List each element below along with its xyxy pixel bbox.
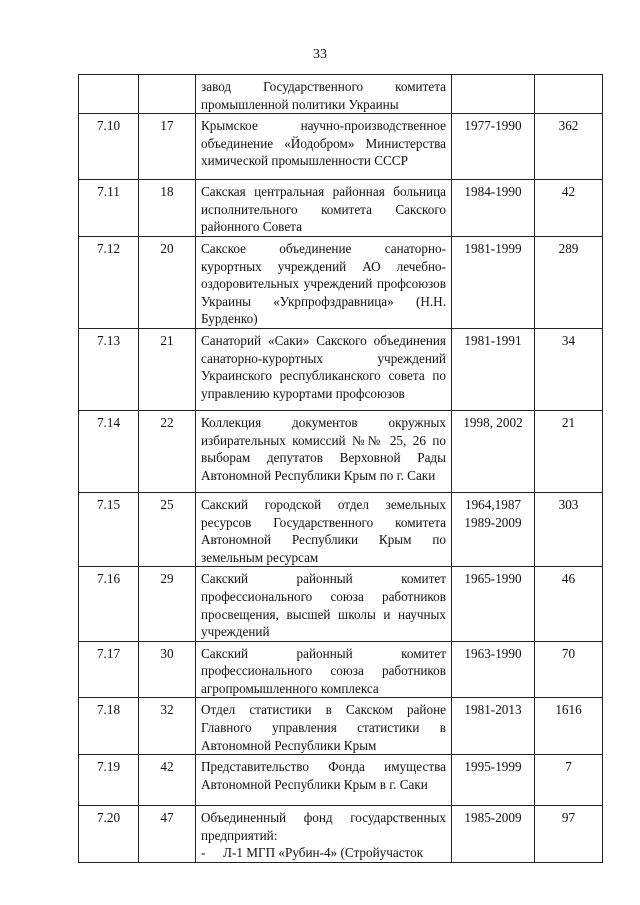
file-count: 1616: [535, 698, 603, 755]
fond-name: Сакский районный комитет профессионального союза работников агропромышленного комплекса: [196, 641, 452, 698]
fond-registry-table: [78, 74, 603, 863]
date-range: [452, 567, 535, 641]
year-line: 1985-2009: [464, 810, 522, 826]
fond-number: 17: [139, 114, 196, 180]
row-number: 7.18: [79, 698, 139, 755]
table-row: [79, 180, 603, 237]
fond-name: Коллекция документов окружных избирательных комиссий №№ 25, 26 по выборам депутатов Верховной Рады Автономной Республики Крым по г. Саки: [196, 410, 452, 492]
fond-name-cell: [196, 806, 452, 863]
year-line: 1995-1999: [464, 759, 522, 775]
file-count: 42: [535, 180, 603, 237]
year-line: 1998, 2002: [463, 414, 523, 430]
table-row: [79, 698, 603, 755]
row-number: 7.10: [79, 114, 139, 180]
fond-name: Сакский городской отдел земельных ресурсов Государственного комитета Автономной Республики Крым по земельным ресурсам: [196, 492, 452, 566]
file-count: 46: [535, 567, 603, 641]
table-row: [79, 114, 603, 180]
fond-number: 30: [139, 641, 196, 698]
date-range: [452, 806, 535, 863]
year-line: 1977-1990: [464, 118, 522, 134]
year-line: 1981-1999: [464, 240, 522, 256]
row-number: 7.13: [79, 328, 139, 410]
date-range: [452, 236, 535, 328]
date-range: [452, 698, 535, 755]
file-count: 70: [535, 641, 603, 698]
year-line: 1989-2009: [464, 514, 522, 530]
fond-name: Сакская центральная районная больница исполнительного комитета Сакского районного Совета: [196, 180, 452, 237]
year-line: 1984-1990: [464, 184, 522, 200]
fond-number: 21: [139, 328, 196, 410]
table-row: [79, 236, 603, 328]
table-row: [79, 328, 603, 410]
fond-name: Сакский районный комитет профессионального союза работников просвещения, высшей школы и научных учреждений: [196, 567, 452, 641]
fond-number: [139, 75, 196, 114]
row-number: 7.17: [79, 641, 139, 698]
file-count: 7: [535, 755, 603, 806]
year-line: 1981-2013: [464, 702, 522, 718]
row-number: 7.12: [79, 236, 139, 328]
fond-name: Сакское объединение санаторно-курортных учреждений АО лечебно-оздоровительных учреждений профсоюзов Украины «Укрпрофздравница» (Н.Н. Бурденко): [196, 236, 452, 328]
date-range: [452, 114, 535, 180]
row-number: 7.11: [79, 180, 139, 237]
list-bullet: -: [201, 845, 206, 861]
table-row: [79, 410, 603, 492]
file-count: 97: [535, 806, 603, 863]
year-line: 1981-1991: [464, 332, 522, 348]
file-count: [535, 75, 603, 114]
fond-name: Санаторий «Саки» Сакского объединения санаторно-курортных учреждений Украинского республиканского совета по управлению курортами профсоюзов: [196, 328, 452, 410]
table-row: [79, 641, 603, 698]
table-row: [79, 567, 603, 641]
fond-number: 25: [139, 492, 196, 566]
fond-name: Представительство Фонда имущества Автономной Республики Крым в г. Саки: [196, 755, 452, 806]
row-number: 7.19: [79, 755, 139, 806]
page-number: 33: [313, 47, 327, 62]
row-number: 7.20: [79, 806, 139, 863]
date-range: [452, 180, 535, 237]
year-line: 1963-1990: [464, 645, 522, 661]
file-count: 21: [535, 410, 603, 492]
row-number: 7.16: [79, 567, 139, 641]
fond-number: 29: [139, 567, 196, 641]
fond-number: 22: [139, 410, 196, 492]
file-count: 289: [535, 236, 603, 328]
row-number: 7.14: [79, 410, 139, 492]
year-line: 1965-1990: [464, 571, 522, 587]
sub-item-text: Л-1 МГП «Рубин-4» (Стройучасток: [223, 845, 424, 861]
file-count: 34: [535, 328, 603, 410]
date-range: [452, 75, 535, 114]
fond-name: завод Государственного комитета промышленной политики Украины: [196, 75, 452, 114]
table-row: [79, 75, 603, 114]
file-count: 362: [535, 114, 603, 180]
date-range: [452, 755, 535, 806]
table-row: [79, 755, 603, 806]
date-range: [452, 641, 535, 698]
row-number: [79, 75, 139, 114]
fond-name: Крымское научно-производственное объединение «Йодобром» Министерства химической промышленности СССР: [196, 114, 452, 180]
fond-name: Объединенный фонд государственных предприятий:: [201, 810, 446, 843]
fond-number: 18: [139, 180, 196, 237]
table-row: [79, 492, 603, 566]
date-range: [452, 410, 535, 492]
row-number: 7.15: [79, 492, 139, 566]
fond-number: 42: [139, 755, 196, 806]
file-count: 303: [535, 492, 603, 566]
date-range: [452, 492, 535, 566]
date-range: [452, 328, 535, 410]
fond-number: 20: [139, 236, 196, 328]
fond-number: 47: [139, 806, 196, 863]
fond-name: Отдел статистики в Сакском районе Главного управления статистики в Автономной Республики Крым: [196, 698, 452, 755]
table-row: [79, 806, 603, 863]
year-line: 1964,1987: [464, 496, 522, 512]
fond-number: 32: [139, 698, 196, 755]
